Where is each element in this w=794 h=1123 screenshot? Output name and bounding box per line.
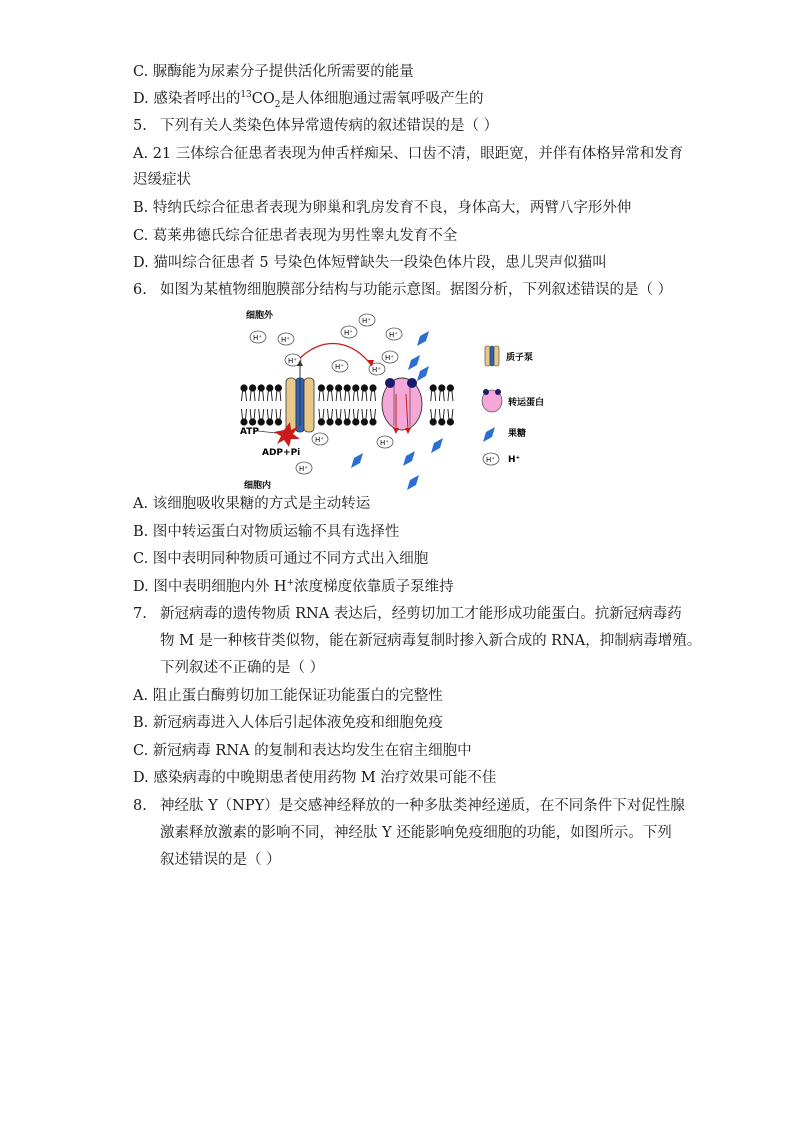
legend-fructose-icon bbox=[483, 427, 495, 442]
svg-text:H⁺: H⁺ bbox=[288, 357, 297, 365]
q4-option-d bbox=[133, 89, 484, 109]
lipid-head bbox=[361, 418, 368, 425]
lipid-tail bbox=[336, 409, 341, 419]
lipid-tail bbox=[431, 409, 436, 419]
lipid-head bbox=[240, 418, 247, 425]
lipid-head bbox=[447, 418, 454, 425]
legend-transporter-icon bbox=[482, 389, 502, 412]
q5-number: 5. bbox=[133, 118, 147, 134]
lipid-tail bbox=[259, 409, 264, 419]
q5-option-a-line2: 迟缓症状 bbox=[133, 172, 191, 188]
lipid-tail bbox=[328, 409, 333, 419]
lipid-tail bbox=[353, 409, 358, 419]
lipid-head bbox=[438, 384, 445, 391]
q7-stem-line3: 下列叙述不正确的是（ ） bbox=[160, 660, 325, 676]
q7-option-a: A. 阻止蛋白酶剪切加工能保证功能蛋白的完整性 bbox=[133, 688, 443, 704]
q4-option-d-part1: D. 感染者呼出的 bbox=[133, 91, 241, 107]
label-inside: 细胞内 bbox=[244, 481, 272, 491]
lipid-tail bbox=[362, 409, 367, 419]
q6-option-d-part1: D. 图中表明细胞内外 H bbox=[133, 579, 287, 595]
q7-option-c: C. 新冠病毒 RNA 的复制和表达均发生在宿主细胞中 bbox=[133, 743, 472, 759]
svg-text:H⁺: H⁺ bbox=[380, 439, 389, 447]
q5-text: 下列有关人类染色体异常遗传病的叙述错误的是（ ） bbox=[160, 118, 499, 134]
lipid-head bbox=[344, 418, 351, 425]
lipid-tail bbox=[345, 391, 350, 401]
q8-stem-line3: 叙述错误的是（ ） bbox=[160, 852, 281, 868]
lipid-tail bbox=[448, 391, 453, 401]
q7-option-b: B. 新冠病毒进入人体后引起体液免疫和细胞免疫 bbox=[133, 715, 443, 731]
q7-stem-line2: 物 M 是一种核苷类似物，能在新冠病毒复制时掺入新合成的 RNA，抑制病毒增殖。 bbox=[160, 633, 702, 649]
lipid-head bbox=[344, 384, 351, 391]
lipid-head bbox=[240, 384, 247, 391]
q6-option-d-part2: 浓度梯度依靠质子泵维持 bbox=[294, 579, 454, 595]
q5-stem bbox=[133, 116, 499, 136]
lipid-tail bbox=[242, 391, 247, 401]
lipid-head bbox=[438, 418, 445, 425]
svg-text:H⁺: H⁺ bbox=[335, 363, 344, 371]
lipid-head bbox=[266, 418, 273, 425]
lipid-head bbox=[266, 384, 273, 391]
lipid-head bbox=[318, 418, 325, 425]
h-plus-sup: + bbox=[286, 578, 295, 589]
lipid-tail bbox=[371, 409, 376, 419]
lipid-head bbox=[335, 384, 342, 391]
q7-text-line1: 新冠病毒的遗传物质 RNA 表达后，经剪切加工才能形成功能蛋白。抗新冠病毒药 bbox=[160, 606, 682, 622]
lipid-head bbox=[335, 418, 342, 425]
lipid-tail bbox=[259, 391, 264, 401]
lipid-head bbox=[326, 384, 333, 391]
legend-h-label: H⁺ bbox=[508, 455, 521, 465]
lipid-tail bbox=[328, 391, 333, 401]
label-outside: 细胞外 bbox=[246, 311, 274, 321]
legend-fructose-label: 果糖 bbox=[508, 429, 527, 439]
lipid-head bbox=[361, 384, 368, 391]
lipid-tail bbox=[439, 391, 444, 401]
lipid-tail bbox=[371, 391, 376, 401]
q6-option-b: B. 图中转运蛋白对物质运输不具有选择性 bbox=[133, 524, 400, 540]
atp-label: ATP bbox=[240, 427, 260, 437]
fructose-outside bbox=[408, 331, 429, 381]
lipid-tail bbox=[276, 391, 281, 401]
q7-number: 7. bbox=[133, 606, 147, 622]
h-ions-inside bbox=[296, 433, 393, 474]
svg-text:H⁺: H⁺ bbox=[281, 336, 290, 344]
lipid-head bbox=[249, 418, 256, 425]
lipid-head bbox=[352, 384, 359, 391]
lipid-tail bbox=[267, 409, 272, 419]
lipid-head bbox=[430, 384, 437, 391]
q6-option-a: A. 该细胞吸收果糖的方式是主动转运 bbox=[133, 496, 371, 512]
lipid-tail bbox=[319, 409, 324, 419]
lipid-tail bbox=[345, 409, 350, 419]
lipid-head bbox=[326, 418, 333, 425]
lipid-head bbox=[369, 418, 376, 425]
adp-label: ADP+Pi bbox=[262, 448, 301, 458]
lipid-head bbox=[275, 418, 282, 425]
q6-option-c: C. 图中表明同种物质可通过不同方式出入细胞 bbox=[133, 551, 429, 567]
co2-formula: CO bbox=[251, 91, 275, 107]
isotope-mass: 13 bbox=[240, 90, 252, 101]
lipid-tail bbox=[250, 391, 255, 401]
lipid-head bbox=[249, 384, 256, 391]
q8-stem-line1 bbox=[133, 796, 685, 816]
lipid-tail bbox=[242, 409, 247, 419]
lipid-tail bbox=[431, 391, 436, 401]
legend-pump-icon bbox=[485, 346, 499, 366]
lipid-tail bbox=[448, 409, 453, 419]
q4-option-d-part2: 是人体细胞通过需氧呼吸产生的 bbox=[280, 91, 484, 107]
q4-option-c: C. 脲酶能为尿素分子提供活化所需要的能量 bbox=[133, 64, 414, 80]
legend bbox=[482, 346, 544, 465]
svg-text:H⁺: H⁺ bbox=[385, 354, 394, 362]
q5-option-a-line1: A. 21 三体综合征患者表现为伸舌样痴呆、口齿不清，眼距宽，并伴有体格异常和发育 bbox=[133, 146, 684, 162]
lipid-head bbox=[258, 418, 265, 425]
lipid-tail bbox=[353, 391, 358, 401]
lipid-tail bbox=[250, 409, 255, 419]
lipid-tail bbox=[336, 391, 341, 401]
lipid-tail bbox=[362, 391, 367, 401]
svg-text:H⁺: H⁺ bbox=[253, 334, 262, 342]
lipid-tail bbox=[267, 391, 272, 401]
q6-stem bbox=[133, 280, 673, 300]
lipid-head bbox=[430, 418, 437, 425]
lipid-head bbox=[352, 418, 359, 425]
lipid-head bbox=[369, 384, 376, 391]
lipid-tail bbox=[276, 409, 281, 419]
legend-pump-label: 质子泵 bbox=[506, 353, 534, 363]
legend-h-icon bbox=[483, 453, 499, 465]
proton-pump bbox=[286, 360, 314, 432]
q5-option-b: B. 特纳氏综合征患者表现为卵巢和乳房发育不良，身体高大，两臂八字形外伸 bbox=[133, 200, 632, 216]
svg-text:H⁺: H⁺ bbox=[315, 436, 324, 444]
lipid-tail bbox=[319, 391, 324, 401]
q6-option-d bbox=[133, 577, 454, 597]
transporter-protein bbox=[382, 378, 422, 434]
svg-text:H⁺: H⁺ bbox=[486, 456, 495, 464]
membrane-diagram bbox=[236, 308, 566, 492]
svg-text:H⁺: H⁺ bbox=[362, 317, 371, 325]
legend-transporter-label: 转运蛋白 bbox=[508, 398, 545, 408]
lipid-head bbox=[447, 384, 454, 391]
q8-text-line1: 神经肽 Y（NPY）是交感神经释放的一种多肽类神经递质，在不同条件下对促性腺 bbox=[160, 798, 685, 814]
q5-option-c: C. 葛莱弗德氏综合征患者表现为男性睾丸发育不全 bbox=[133, 228, 458, 244]
lipid-head bbox=[318, 384, 325, 391]
svg-text:H⁺: H⁺ bbox=[299, 465, 308, 473]
fructose-inside bbox=[351, 438, 443, 490]
svg-text:H⁺: H⁺ bbox=[344, 329, 353, 337]
svg-text:H⁺: H⁺ bbox=[389, 331, 398, 339]
lipid-head bbox=[275, 384, 282, 391]
q6-number: 6. bbox=[133, 282, 147, 298]
q8-number: 8. bbox=[133, 798, 147, 814]
co2-subscript: 2 bbox=[274, 99, 281, 110]
q7-option-d: D. 感染病毒的中晚期患者使用药物 M 治疗效果可能不佳 bbox=[133, 770, 497, 786]
q5-option-d: D. 猫叫综合征患者 5 号染色体短臂缺失一段染色体片段，患儿哭声似猫叫 bbox=[133, 255, 607, 271]
q8-stem-line2: 激素释放激素的影响不同，神经肽 Y 还能影响免疫细胞的功能，如图所示。下列 bbox=[160, 825, 672, 841]
lipid-head bbox=[258, 384, 265, 391]
q6-text: 如图为某植物细胞膜部分结构与功能示意图。据图分析，下列叙述错误的是（ ） bbox=[160, 282, 673, 298]
lipid-tail bbox=[439, 409, 444, 419]
q7-stem-line1 bbox=[133, 604, 682, 624]
svg-text:H⁺: H⁺ bbox=[372, 366, 381, 374]
